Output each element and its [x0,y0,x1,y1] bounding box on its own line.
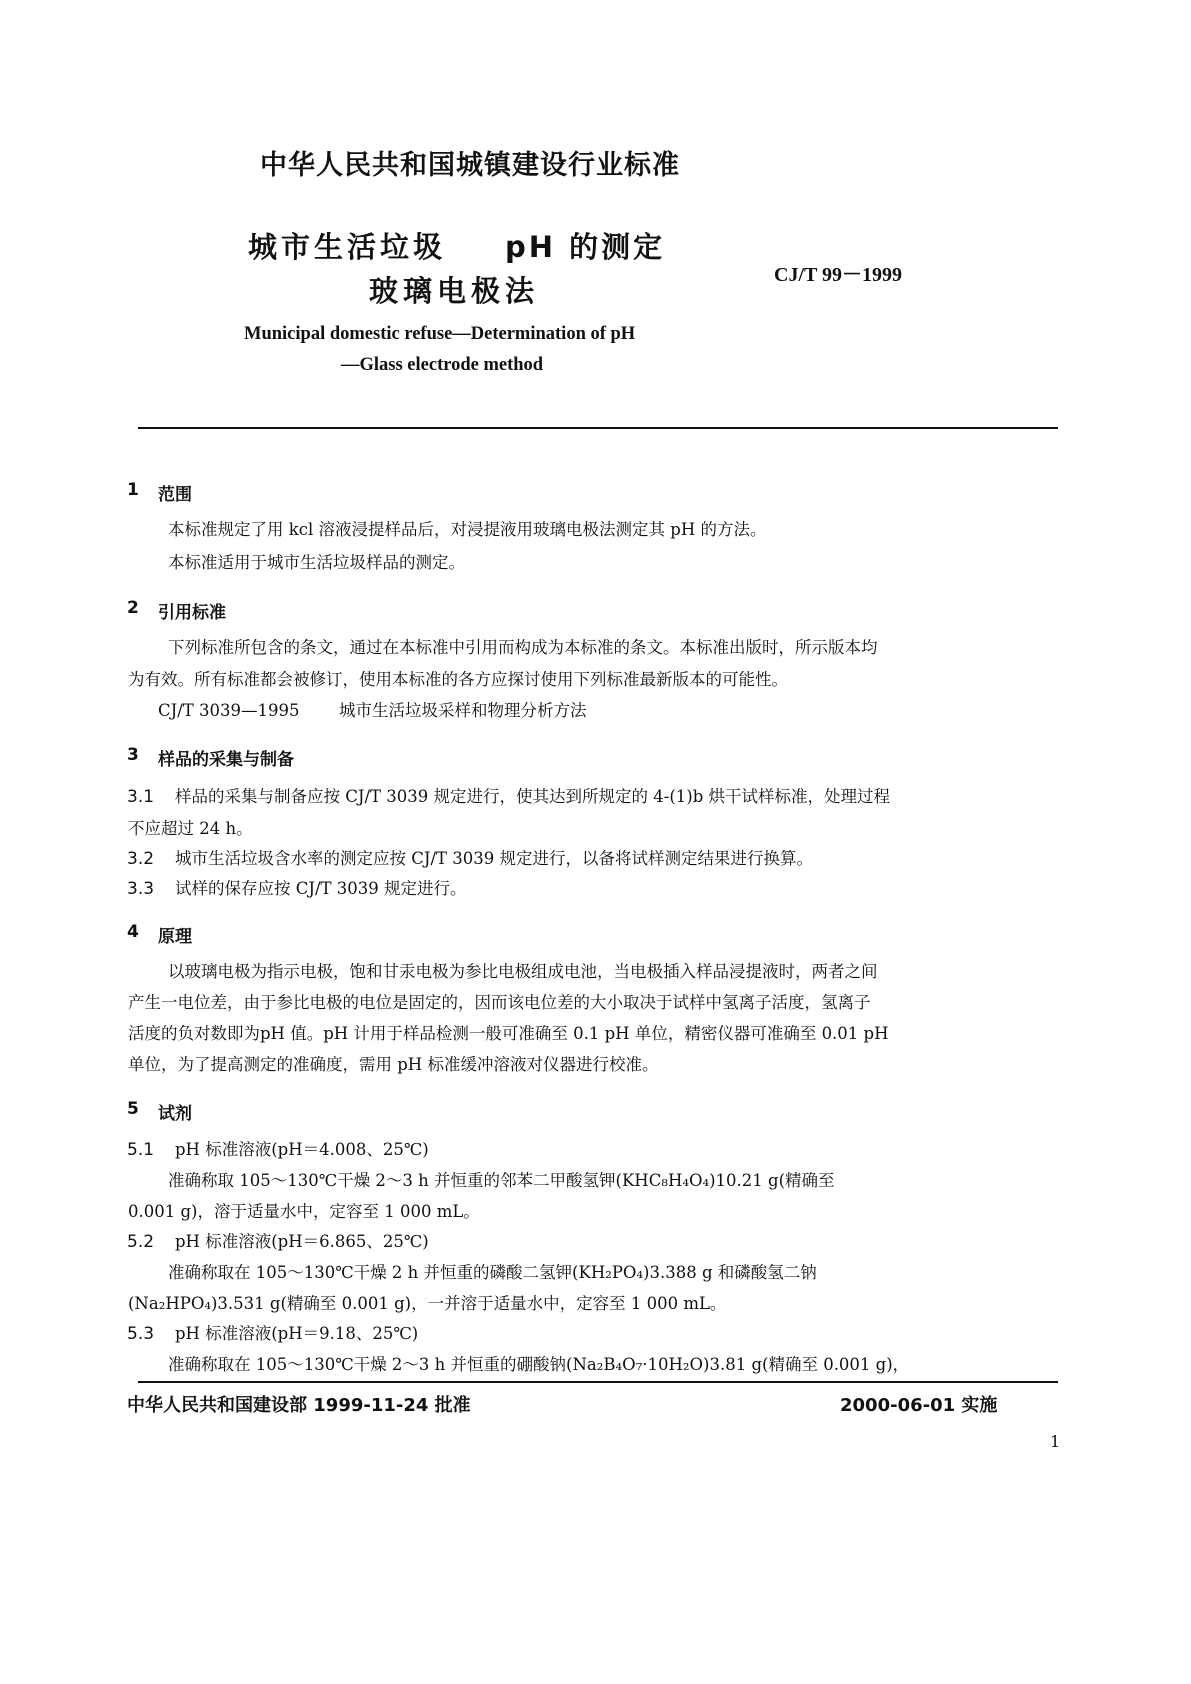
paragraph-line: 活度的负对数即为pH 值。pH 计用于样品检测一般可准确至 0.1 pH 单位，精密仪器可准确至 0.01 pH [128,1024,889,1043]
clause-text: 准确称取在 105～130℃干燥 2 h 并恒重的磷酸二氢钾(KH₂PO₄)3.388 g 和磷酸氢二钠 [168,1263,817,1282]
clause-text: (Na₂HPO₄)3.531 g(精确至 0.001 g)，一并溶于适量水中，定容至 1 000 mL。 [128,1294,727,1313]
section-title: 原理 [158,927,192,947]
clause-heading: pH 标准溶液(pH＝9.18、25℃) [175,1324,419,1343]
standard-code: CJ/T 99－1999 [774,264,902,286]
clause-heading: pH 标准溶液(pH＝6.865、25℃) [175,1232,429,1251]
section-number: 2 [127,598,139,618]
clause-text: 0.001 g)，溶于适量水中，定容至 1 000 mL。 [128,1202,480,1221]
section-number: 4 [127,922,139,942]
effective-date: 2000-06-01 实施 [840,1395,998,1416]
title-english-line1: Municipal domestic refuse—Determination of pH [244,324,636,344]
approval-statement: 中华人民共和国建设部 1999-11-24 批准 [127,1395,471,1416]
section-title: 试剂 [158,1104,192,1124]
section-title: 样品的采集与制备 [158,750,294,770]
paragraph: 本标准规定了用 kcl 溶液浸提样品后，对浸提液用玻璃电极法测定其 pH 的方法。 [168,520,767,539]
title-chinese-part1: 城市生活垃圾 [248,230,447,264]
paragraph: 本标准适用于城市生活垃圾样品的测定。 [168,553,465,572]
section-number: 1 [127,480,139,500]
clause-number: 5.3 [127,1324,155,1344]
clause-number: 5.1 [127,1140,155,1160]
reference-code: CJ/T 3039—1995 [158,701,300,720]
reference-title: 城市生活垃圾采样和物理分析方法 [339,701,587,720]
clause-text: 准确称取在 105～130℃干燥 2～3 h 并恒重的硼酸钠(Na₂B₄O₇·10H₂O)3.81 g(精确至 0.001 g)， [168,1355,910,1374]
section-title: 引用标准 [158,603,226,623]
footer-divider [138,1381,1058,1383]
paragraph-line: 以玻璃电极为指示电极，饱和甘汞电极为参比电极组成电池，当电极插入样品浸提液时，两者之间 [168,962,878,981]
clause-text: 准确称取 105～130℃干燥 2～3 h 并恒重的邻苯二甲酸氢钾(KHC₈H₄O₄)10.21 g(精确至 [168,1171,835,1190]
title-chinese-part2: pH 的测定 [505,230,666,264]
header-divider [138,427,1058,429]
paragraph-line: 为有效。所有标准都会被修订，使用本标准的各方应探讨使用下列标准最新版本的可能性。 [128,670,788,689]
section-number: 5 [127,1099,139,1119]
clause-text: 城市生活垃圾含水率的测定应按 CJ/T 3039 规定进行，以备将试样测定结果进行换算。 [175,849,814,868]
paragraph-line: 单位，为了提高测定的准确度，需用 pH 标准缓冲溶液对仪器进行校准。 [128,1055,659,1074]
clause-heading: pH 标准溶液(pH＝4.008、25℃) [175,1140,429,1159]
clause-number: 3.2 [127,849,155,869]
paragraph-line: 下列标准所包含的条文，通过在本标准中引用而构成为本标准的条文。本标准出版时，所示版本均 [168,638,878,657]
title-chinese-subtitle: 玻璃电极法 [369,274,540,308]
paragraph-line: 产生一电位差，由于参比电极的电位是固定的，因而该电位差的大小取决于试样中氢离子活度，氢离子 [128,993,871,1012]
clause-text: 样品的采集与制备应按 CJ/T 3039 规定进行，使其达到所规定的 4-(1)b 烘干试样标准，处理过程 [175,787,891,806]
clause-number: 3.3 [127,879,155,899]
clause-text: 不应超过 24 h。 [128,819,253,838]
title-english-line2: —Glass electrode method [341,355,544,375]
clause-text: 试样的保存应按 CJ/T 3039 规定进行。 [175,879,467,898]
issuing-organization: 中华人民共和国城镇建设行业标准 [260,150,680,181]
section-title: 范围 [158,485,192,505]
clause-number: 5.2 [127,1232,155,1252]
section-number: 3 [127,745,139,765]
page-number: 1 [1050,1432,1061,1451]
clause-number: 3.1 [127,787,155,807]
